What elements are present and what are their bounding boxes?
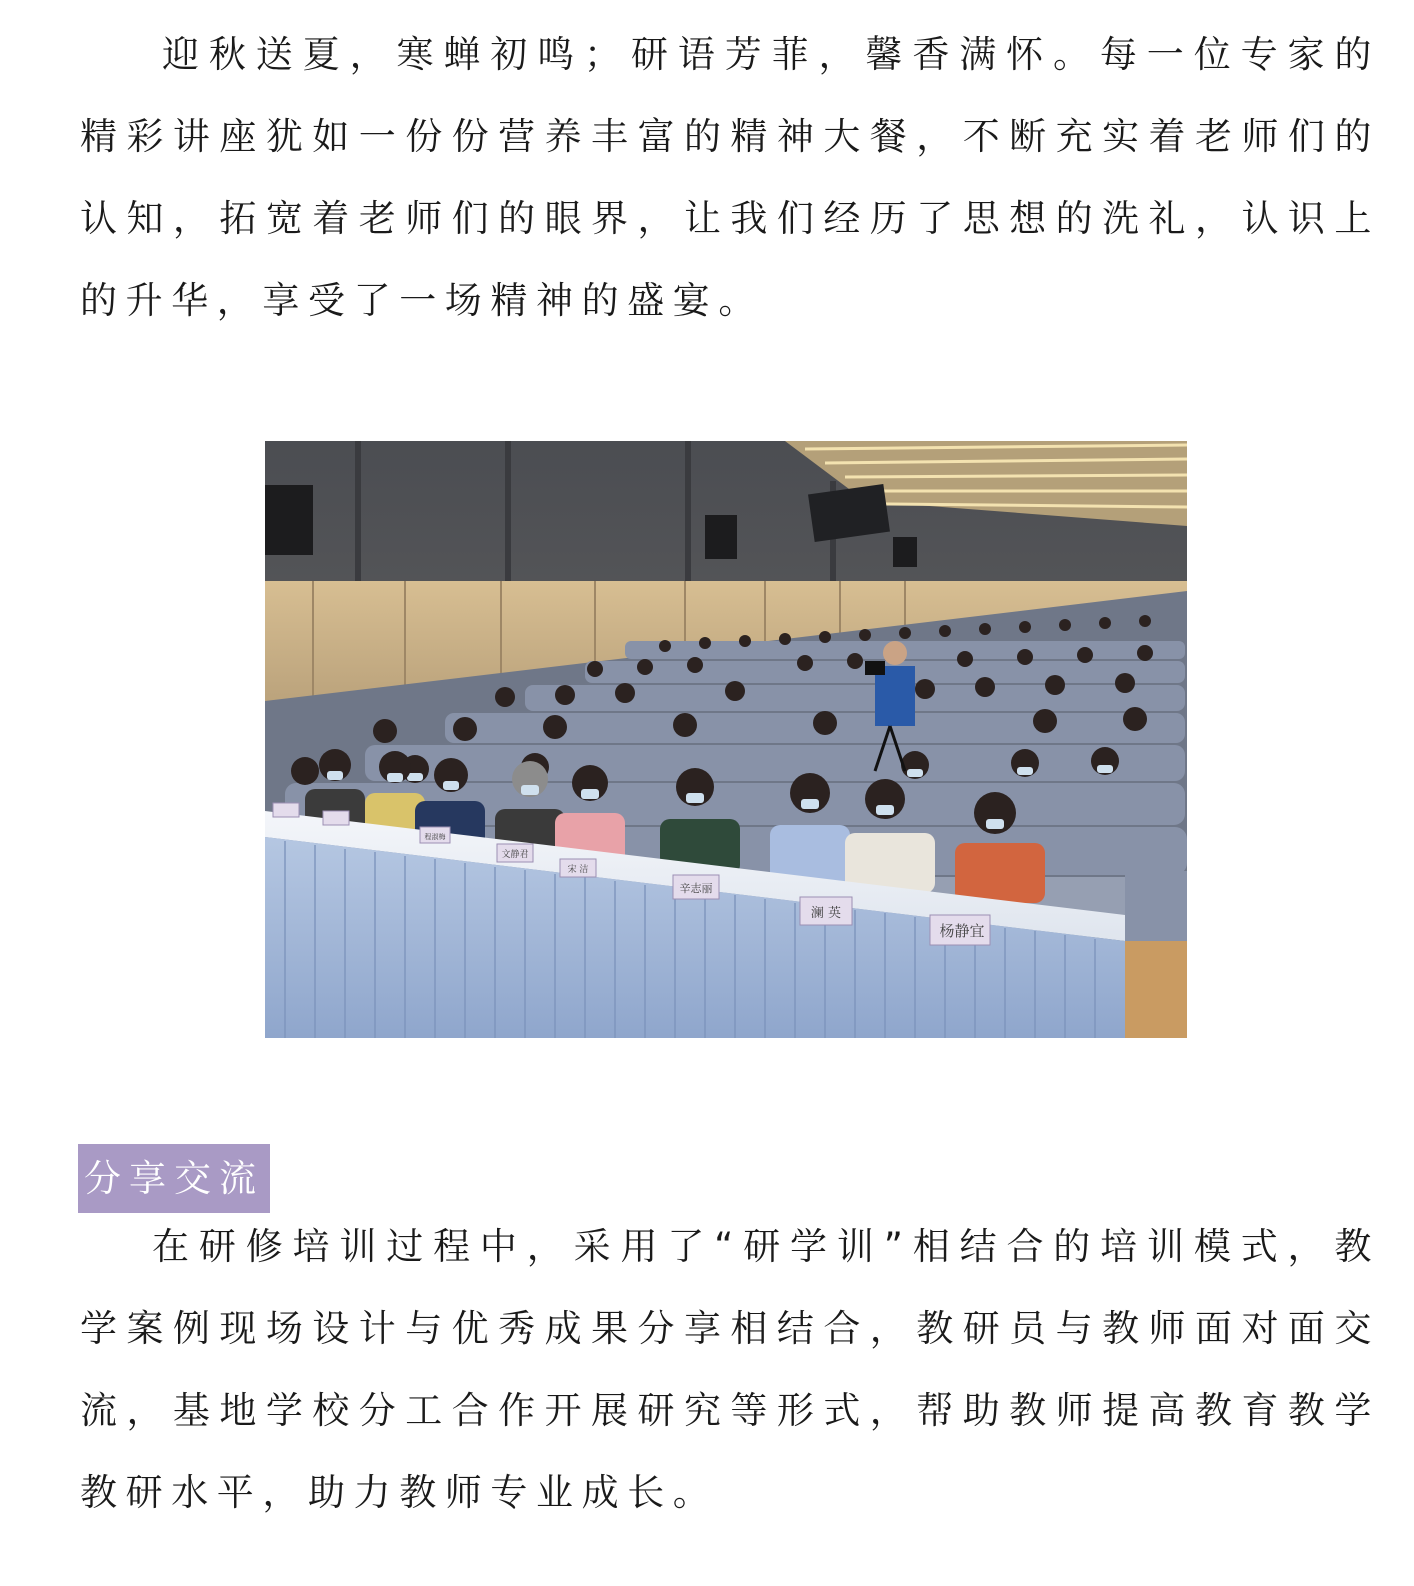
name-card-6: 程淑梅 bbox=[424, 833, 446, 841]
name-card-4: 宋 洁 bbox=[567, 865, 589, 875]
sharing-paragraph: 在研修培训过程中，采用了“研学训”相结合的培训模式，教学案例现场设计与优秀成果分享相结合，教研员与教师面对面交流，基地学校分工合作开展研究等形式，帮助教师提高教育教学教研水平，助力教师专业成长。 bbox=[80, 1225, 1380, 1514]
name-card-3: 辛志丽 bbox=[679, 882, 713, 895]
section-heading-badge: 分享交流 bbox=[78, 1144, 270, 1213]
auditorium-photo bbox=[265, 441, 1187, 1038]
name-card-2: 澜 英 bbox=[810, 906, 842, 921]
name-card-1: 杨静宜 bbox=[939, 922, 985, 940]
intro-paragraph: 迎秋送夏，寒蝉初鸣；研语芳菲，馨香满怀。每一位专家的精彩讲座犹如一份份营养丰富的精神大餐，不断充实着老师们的认知，拓宽着老师们的眼界，让我们经历了思想的洗礼，认识上的升华，享受了一场精神的盛宴。 bbox=[80, 33, 1380, 322]
name-card-5: 文静君 bbox=[501, 850, 529, 860]
